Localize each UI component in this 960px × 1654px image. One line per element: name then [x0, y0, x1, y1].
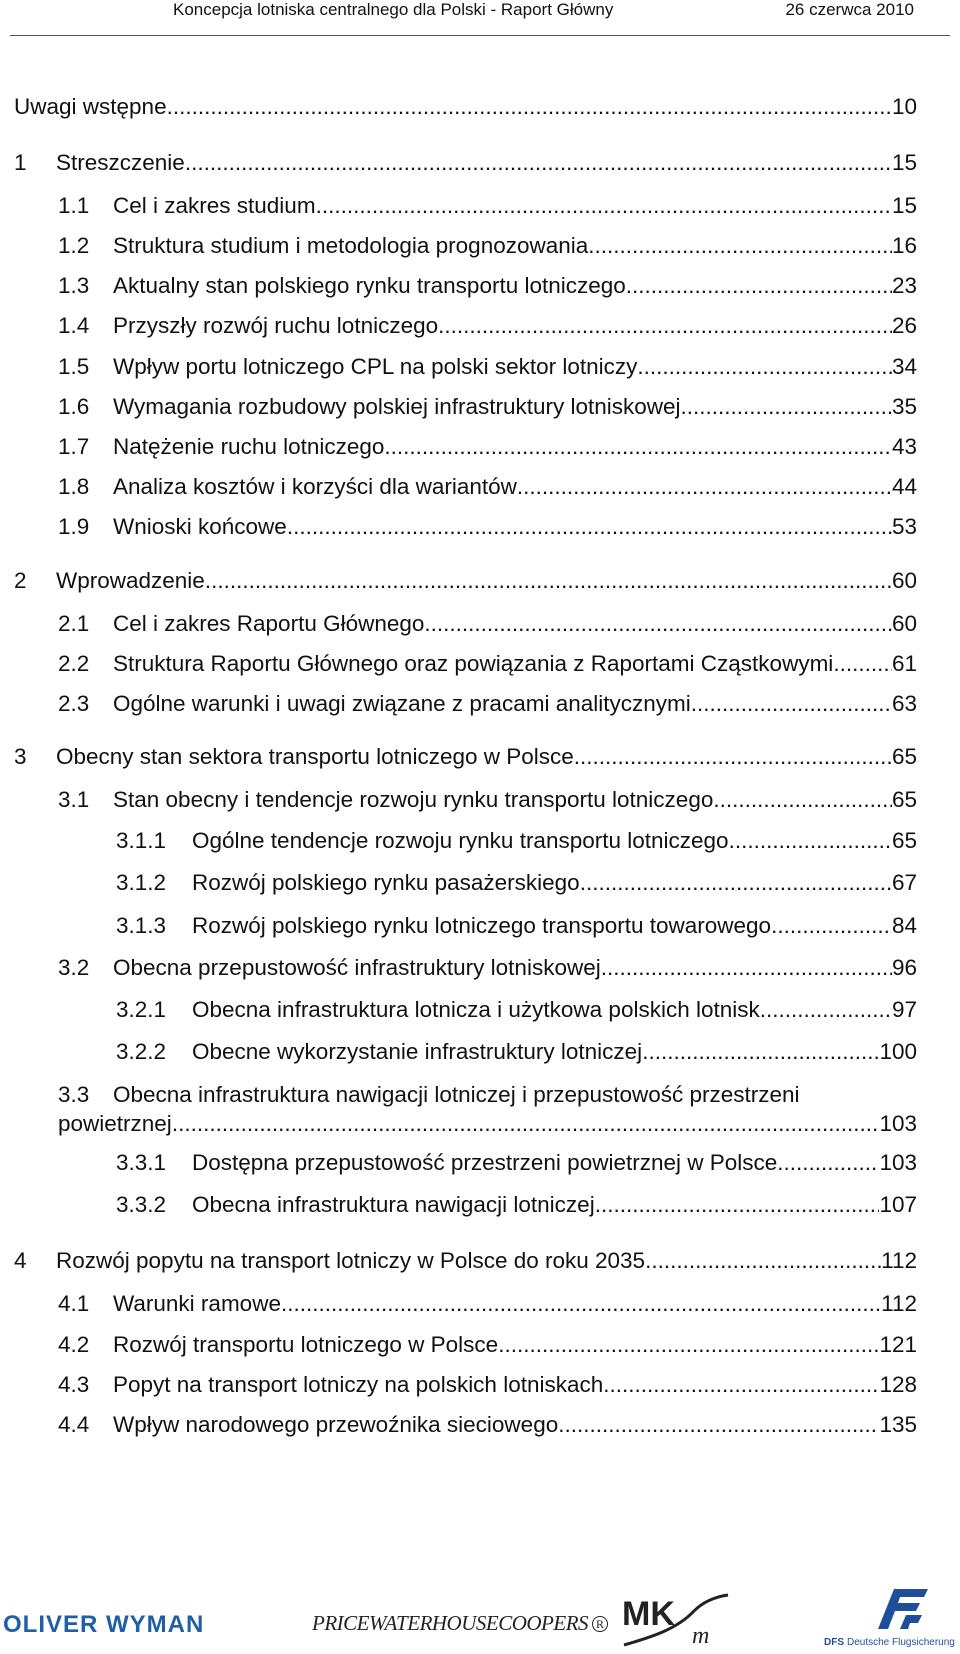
- toc-entry[interactable]: [14, 1246, 917, 1276]
- dot-leader: [558, 1410, 879, 1440]
- toc-page-number: 96: [891, 955, 917, 980]
- dot-leader: [316, 191, 892, 221]
- dot-leader: [438, 311, 892, 341]
- toc-page-number: 15: [891, 150, 917, 175]
- toc-entry[interactable]: [58, 689, 917, 719]
- page-footer: [0, 1565, 960, 1653]
- toc-title: Wymagania rozbudowy polskiej infrastruktury lotniskowej: [113, 394, 681, 419]
- toc-entry[interactable]: [58, 609, 917, 639]
- dot-leader: [287, 512, 892, 542]
- toc-title: Cel i zakres Raportu Głównego: [113, 611, 425, 636]
- toc-entry[interactable]: [116, 1148, 917, 1178]
- toc-title: Obecna infrastruktura lotnicza i użytkowa polskich lotnisk: [192, 997, 760, 1022]
- toc-number: 1.6: [58, 394, 90, 419]
- toc-entry[interactable]: [14, 148, 917, 178]
- toc-number: 1.3: [58, 273, 90, 298]
- toc-page-number: 121: [879, 1332, 917, 1357]
- dot-leader: [626, 271, 892, 301]
- toc-entry[interactable]: [58, 352, 917, 382]
- dfs-full-name: Deutsche Flugsicherung: [847, 1637, 955, 1648]
- dot-leader: [645, 1246, 881, 1276]
- toc-page-number: 128: [879, 1372, 917, 1397]
- toc-entry[interactable]: [116, 1190, 917, 1220]
- toc-page-number: 60: [891, 611, 917, 636]
- toc-title: Obecna przepustowość infrastruktury lotniskowej: [113, 955, 601, 980]
- toc-page-number: 44: [891, 474, 917, 499]
- toc-title: Wpływ portu lotniczego CPL na polski sektor lotniczy: [113, 354, 638, 379]
- toc-number: 3.2.2: [116, 1039, 167, 1064]
- toc-entry[interactable]: [14, 566, 917, 596]
- toc-entry[interactable]: [58, 1330, 917, 1360]
- toc-page-number: 84: [891, 913, 917, 938]
- toc-number: 3.2.1: [116, 997, 167, 1022]
- dot-leader: [205, 566, 892, 596]
- toc-title: Przyszły rozwój ruchu lotniczego: [113, 313, 439, 338]
- toc-entry[interactable]: [116, 826, 917, 856]
- toc-title: Obecna infrastruktura nawigacji lotniczej: [192, 1192, 595, 1217]
- dfs-caption: [824, 1637, 955, 1648]
- dfs-emblem-icon: [870, 1583, 930, 1635]
- toc-entry[interactable]: [58, 231, 917, 261]
- toc-number: 3: [14, 744, 27, 769]
- registered-mark-icon: R: [592, 1616, 608, 1632]
- toc-entry[interactable]: [58, 512, 917, 542]
- dot-leader: [637, 352, 892, 382]
- toc-entry[interactable]: [58, 271, 917, 301]
- dot-leader: [691, 689, 892, 719]
- toc-page-number: 61: [891, 651, 917, 676]
- toc-number: 1: [14, 150, 27, 175]
- toc-number: 3.1.2: [116, 870, 167, 895]
- toc-entry[interactable]: [116, 995, 917, 1025]
- toc-title: Ogólne warunki i uwagi związane z pracami analitycznymi: [113, 691, 691, 716]
- oliver-wyman-logo: OLIVER WYMAN: [3, 1611, 205, 1638]
- toc-page-number: 103: [879, 1150, 917, 1175]
- dot-leader: [603, 1370, 879, 1400]
- toc-title: Obecne wykorzystanie infrastruktury lotniczej: [192, 1039, 643, 1064]
- dfs-abbrev: DFS: [824, 1637, 844, 1648]
- dot-leader: [681, 392, 892, 422]
- toc-page-number: 112: [881, 1248, 917, 1273]
- toc-entry[interactable]: [58, 1370, 917, 1400]
- toc-entry[interactable]: [14, 742, 917, 772]
- mks-logo-letters: MK: [622, 1595, 675, 1633]
- toc-page-number: 65: [891, 787, 917, 812]
- toc-number: 1.5: [58, 354, 90, 379]
- toc-entry[interactable]: [58, 432, 917, 462]
- dot-leader: [760, 995, 892, 1025]
- toc-number: 1.4: [58, 313, 90, 338]
- toc-number: 2.2: [58, 651, 90, 676]
- toc-page-number: 103: [879, 1111, 917, 1136]
- dot-leader: [729, 826, 892, 856]
- toc-number: 1.8: [58, 474, 90, 499]
- toc-number: 1.2: [58, 233, 90, 258]
- dot-leader: [595, 1190, 880, 1220]
- toc-entry[interactable]: [58, 191, 917, 221]
- toc-number: 4.1: [58, 1291, 90, 1316]
- toc-page-number: 67: [891, 870, 917, 895]
- toc-title: Struktura Raportu Głównego oraz powiązania z Raportami Cząstkowymi: [113, 651, 834, 676]
- toc-title: Wprowadzenie: [56, 568, 205, 593]
- toc-title: Aktualny stan polskiego rynku transportu lotniczego: [113, 273, 626, 298]
- toc-title: Rozwój polskiego rynku pasażerskiego: [192, 870, 580, 895]
- toc-entry[interactable]: [116, 1037, 917, 1067]
- toc-title: Rozwój transportu lotniczego w Polsce: [113, 1332, 499, 1357]
- toc-page-number: 135: [879, 1412, 917, 1437]
- toc-number: 3.3.2: [116, 1192, 167, 1217]
- dot-leader: [185, 148, 892, 178]
- dot-leader: [384, 432, 892, 462]
- toc-number: 4.2: [58, 1332, 90, 1357]
- dot-leader: [172, 1109, 880, 1138]
- mks-logo: [622, 1585, 732, 1649]
- toc-title: Obecny stan sektora transportu lotniczego w Polsce: [56, 744, 574, 769]
- toc-page-number: 16: [891, 233, 917, 258]
- dot-leader: [424, 609, 892, 639]
- toc-title: Wpływ narodowego przewoźnika sieciowego: [113, 1412, 559, 1437]
- toc-page-number: 23: [891, 273, 917, 298]
- toc-entry[interactable]: [58, 785, 917, 815]
- toc-page-number: 65: [891, 744, 917, 769]
- toc-page-number: 63: [891, 691, 917, 716]
- mks-logo-graphic: [622, 1585, 732, 1649]
- toc-number: 1.1: [58, 193, 90, 218]
- toc-page-number: 34: [891, 354, 917, 379]
- toc-title: Analiza kosztów i korzyści dla wariantów: [113, 474, 517, 499]
- toc-number: 2: [14, 568, 27, 593]
- toc-title: Ogólne tendencje rozwoju rynku transportu lotniczego: [192, 828, 729, 853]
- dot-leader: [642, 1037, 879, 1067]
- toc-title: Natężenie ruchu lotniczego: [113, 434, 385, 459]
- pwc-logo: [312, 1611, 608, 1636]
- toc-number: 1.9: [58, 514, 90, 539]
- dot-leader: [833, 649, 892, 679]
- toc-title: Rozwój polskiego rynku lotniczego transportu towarowego: [192, 913, 772, 938]
- dfs-logo: [824, 1583, 960, 1653]
- toc-title: Struktura studium i metodologia prognozowania: [113, 233, 589, 258]
- toc-entry[interactable]: [58, 311, 917, 341]
- toc-number: 3.3: [58, 1082, 90, 1107]
- svg-text:m: m: [692, 1623, 710, 1649]
- document-title: Koncepcja lotniska centralnego dla Polski - Raport Główny: [173, 0, 614, 19]
- toc-title: Uwagi wstępne: [14, 94, 167, 119]
- toc-title: Dostępna przepustowość przestrzeni powietrznej w Polsce: [192, 1150, 778, 1175]
- dot-leader: [167, 92, 892, 122]
- toc-title: Streszczenie: [56, 150, 185, 175]
- toc-title: Popyt na transport lotniczy na polskich lotniskach: [113, 1372, 604, 1397]
- toc-entry[interactable]: [58, 392, 917, 422]
- toc-page-number: 60: [891, 568, 917, 593]
- toc-number: 3.2: [58, 955, 90, 980]
- toc-entry[interactable]: [58, 1289, 917, 1319]
- toc-number: 4.4: [58, 1412, 90, 1437]
- toc-number: 4: [14, 1248, 27, 1273]
- toc-title-continued: powietrznej: [58, 1111, 172, 1136]
- dot-leader: [771, 911, 892, 941]
- toc-entry[interactable]: [58, 1410, 917, 1440]
- toc-title: Wnioski końcowe: [113, 514, 287, 539]
- dot-leader: [498, 1330, 879, 1360]
- toc-title: Cel i zakres studium: [113, 193, 316, 218]
- toc-number: 2.3: [58, 691, 90, 716]
- toc-number: 3.1.1: [116, 828, 167, 853]
- dot-leader: [588, 231, 892, 261]
- dot-leader: [601, 953, 892, 983]
- toc-page-number: 100: [879, 1039, 917, 1064]
- toc-title: Warunki ramowe: [113, 1291, 281, 1316]
- toc-entry[interactable]: [58, 953, 917, 983]
- toc-title: Stan obecny i tendencje rozwoju rynku transportu lotniczego: [113, 787, 714, 812]
- toc-number: 1.7: [58, 434, 90, 459]
- toc-entry[interactable]: [116, 911, 917, 941]
- dot-leader: [580, 868, 892, 898]
- toc-page-number: 53: [891, 514, 917, 539]
- toc-number: 3.3.1: [116, 1150, 167, 1175]
- dot-leader: [713, 785, 892, 815]
- toc-number: 3.1.3: [116, 913, 167, 938]
- toc-page-number: 10: [891, 94, 917, 119]
- toc-entry[interactable]: [116, 868, 917, 898]
- toc-page-number: 65: [891, 828, 917, 853]
- toc-page-number: 107: [879, 1192, 917, 1217]
- toc-entry[interactable]: [58, 649, 917, 679]
- toc-title: Obecna infrastruktura nawigacji lotniczej i przepustowość przestrzeni: [113, 1082, 800, 1107]
- toc-number: 4.3: [58, 1372, 90, 1397]
- toc-page-number: 43: [891, 434, 917, 459]
- toc-entry[interactable]: [14, 92, 917, 122]
- toc-title: Rozwój popytu na transport lotniczy w Polsce do roku 2035: [56, 1248, 646, 1273]
- dot-leader: [574, 742, 892, 772]
- document-date: 26 czerwca 2010: [785, 0, 914, 19]
- dot-leader: [777, 1148, 879, 1178]
- toc-number: 3.1: [58, 787, 90, 812]
- toc-entry[interactable]: [58, 1080, 917, 1138]
- toc-entry[interactable]: [58, 472, 917, 502]
- toc-page-number: 26: [891, 313, 917, 338]
- dot-leader: [517, 472, 892, 502]
- dot-leader: [281, 1289, 881, 1319]
- toc-number: 2.1: [58, 611, 90, 636]
- pwc-logo-text: PRICEWATERHOUSECOOPERS: [312, 1611, 589, 1635]
- toc-page-number: 15: [891, 193, 917, 218]
- toc-page-number: 97: [891, 997, 917, 1022]
- toc-page-number: 35: [891, 394, 917, 419]
- toc-page-number: 112: [881, 1291, 917, 1316]
